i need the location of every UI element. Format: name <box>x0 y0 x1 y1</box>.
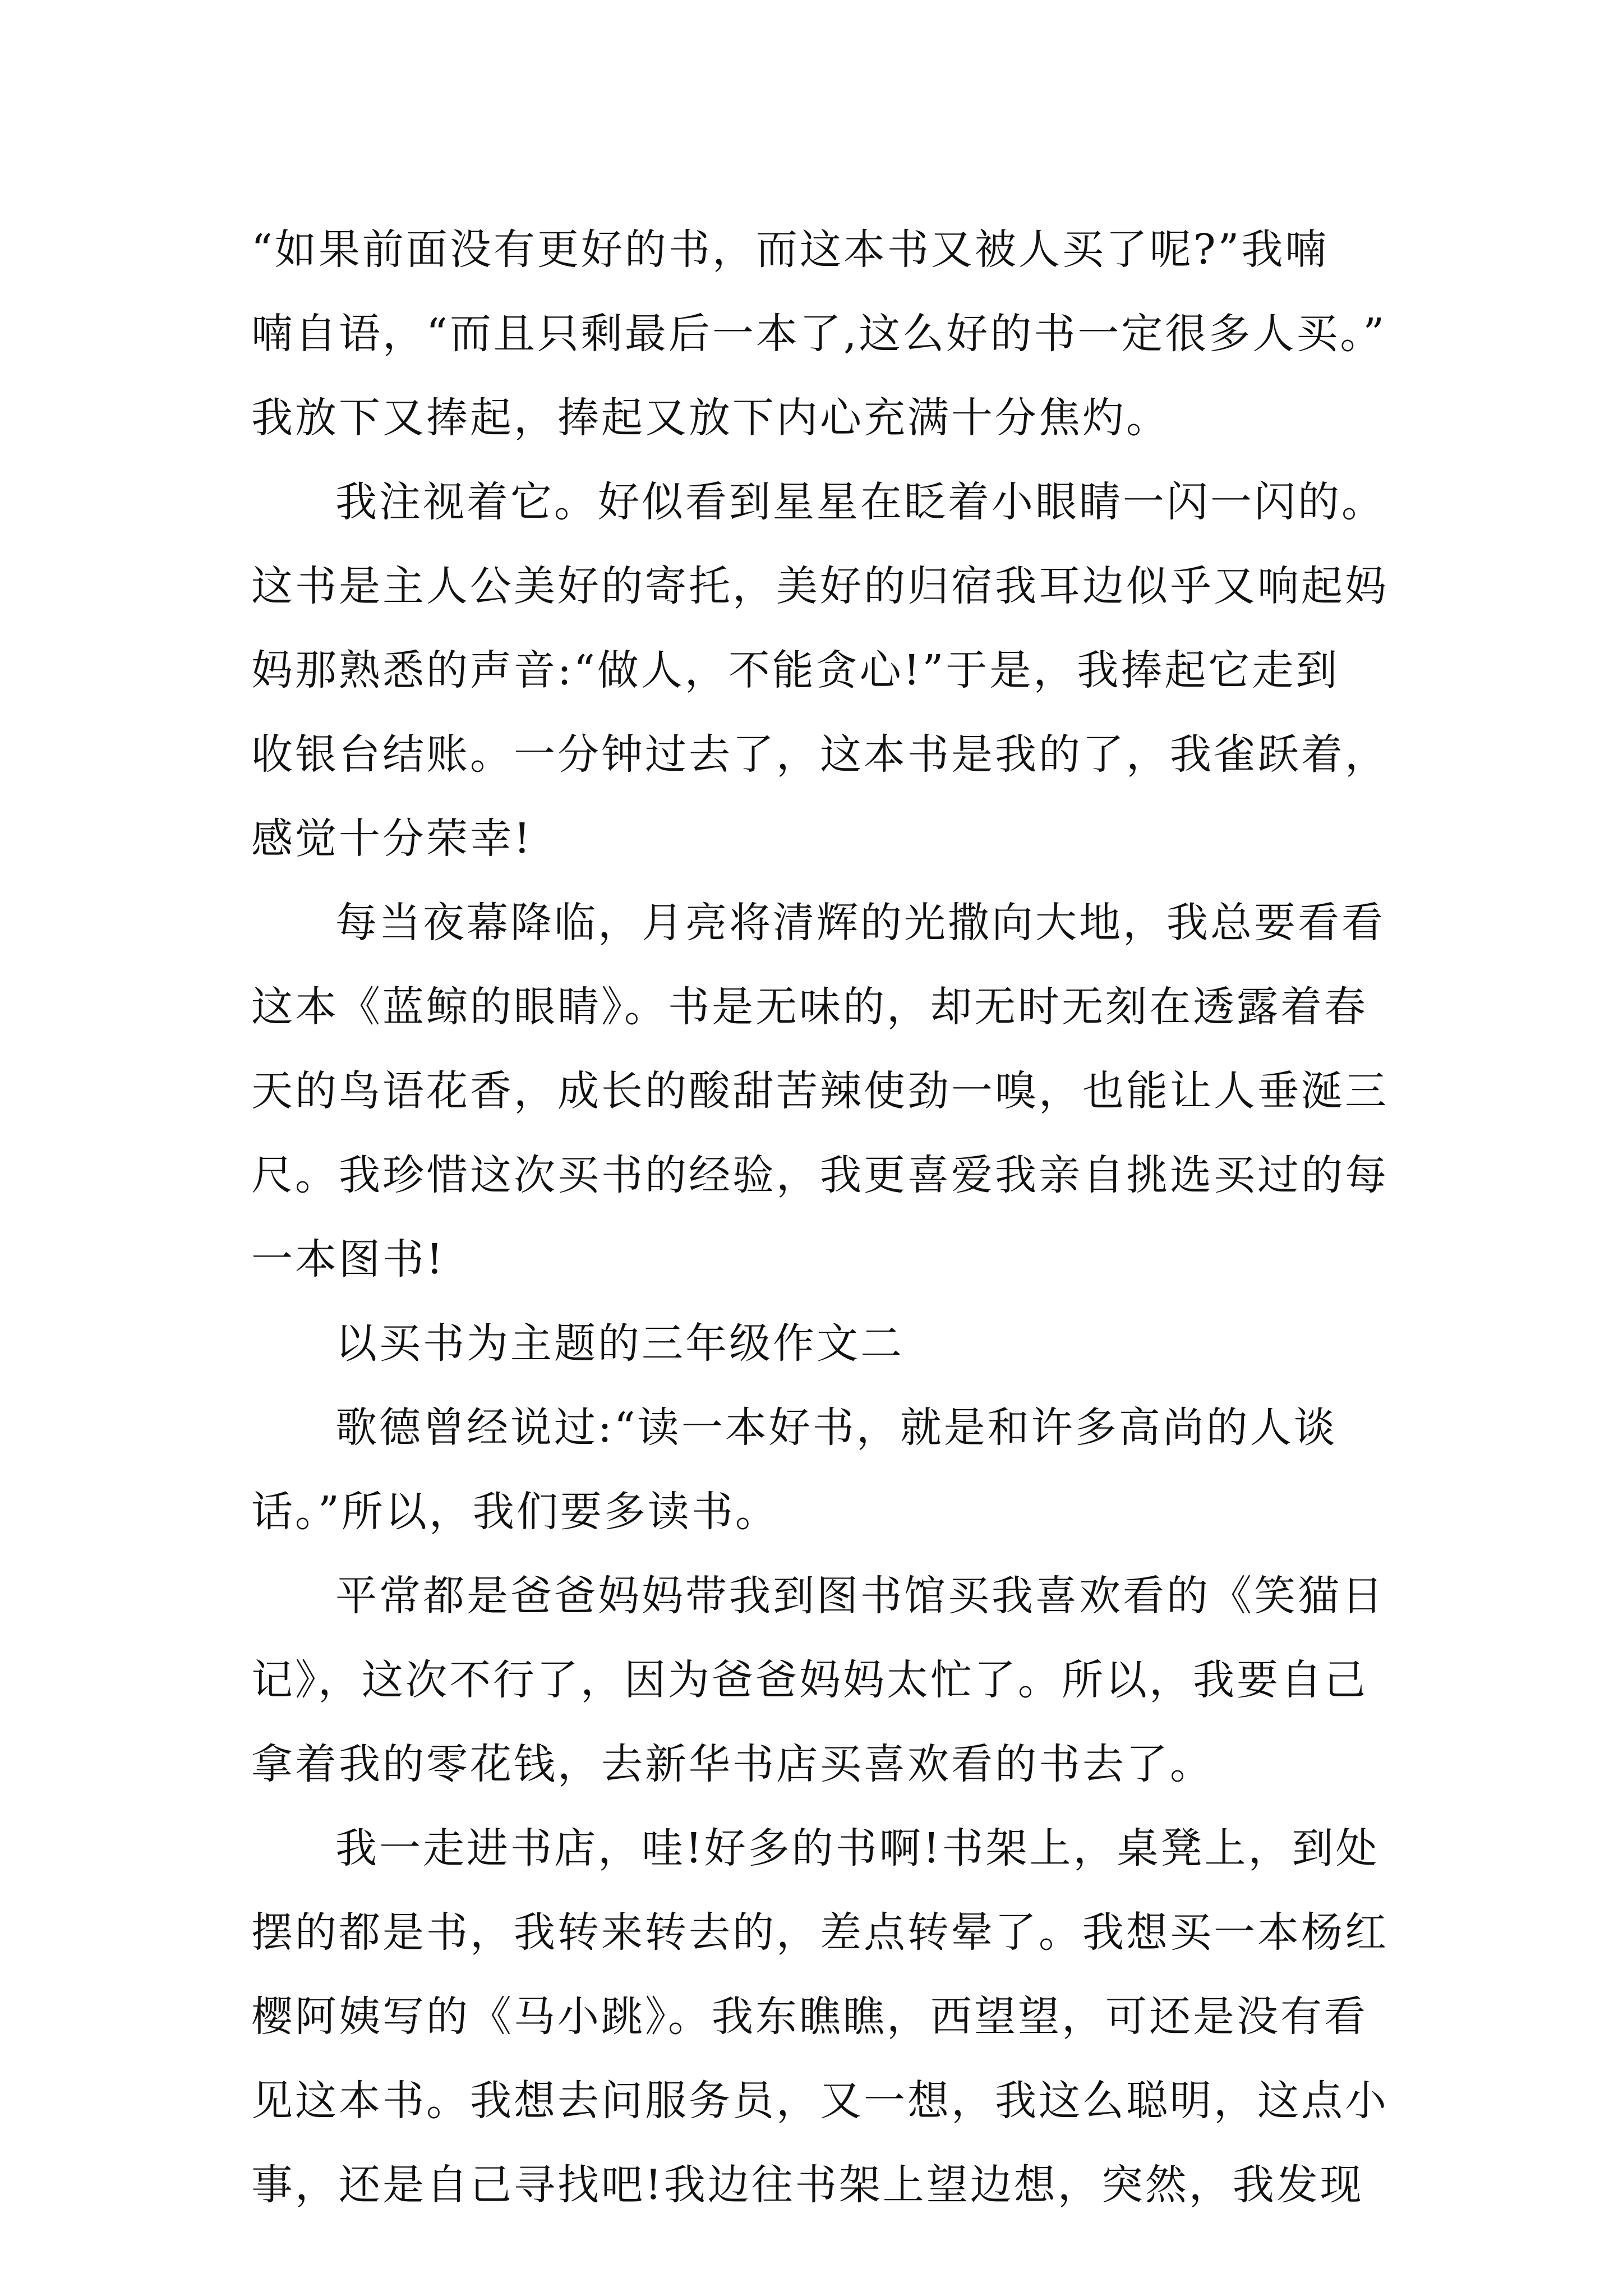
paragraph-first-line: 我一走进书店，哇!好多的书啊!书架上，桌凳上，到处 <box>335 1824 1380 1872</box>
text-line: 事，还是自己寻找吧!我边往书架上望边想，突然，我发现 <box>251 2161 1364 2209</box>
text-line: 我放下又捧起，捧起又放下内心充满十分焦灼。 <box>251 394 1170 442</box>
paragraph-first-line: 我注视着它。好似看到星星在眨着小眼睛一闪一闪的。 <box>335 478 1385 526</box>
text-line: 喃自语，“而且只剩最后一本了,这么好的书一定很多人买。” <box>251 310 1387 358</box>
document-body <box>251 208 1429 2227</box>
paragraph-first-line: 歌德曾经说过:“读一本好书，就是和许多高尚的人谈 <box>335 1404 1338 1452</box>
text-line: 拿着我的零花钱，去新华书店买喜欢看的书去了。 <box>251 1740 1214 1788</box>
text-line: 一本图书! <box>251 1235 445 1283</box>
paragraph-first-line: 平常都是爸爸妈妈带我到图书馆买我喜欢看的《笑猫日 <box>335 1572 1385 1620</box>
text-line: 妈那熟悉的声音:“做人，不能贪心!”于是，我捧起它走到 <box>251 646 1340 694</box>
text-line: 这书是主人公美好的寄托，美好的归宿我耳边似乎又响起妈 <box>251 562 1389 610</box>
text-line: 樱阿姨写的《马小跳》。我东瞧瞧，西望望，可还是没有看 <box>251 1993 1368 2041</box>
section-heading: 以买书为主题的三年级作文二 <box>335 1319 904 1368</box>
text-line: 见这本书。我想去问服务员，又一想，我这么聪明，这点小 <box>251 2077 1389 2125</box>
paragraph-first-line: 每当夜幕降临，月亮将清辉的光撒向大地，我总要看看 <box>335 899 1385 947</box>
text-line: 收银台结账。一分钟过去了，这本书是我的了，我雀跃着， <box>251 730 1389 779</box>
text-line: 摆的都是书，我转来转去的，差点转晕了。我想买一本杨红 <box>251 1908 1389 1957</box>
text-line: 这本《蓝鲸的眼睛》。书是无味的，却无时无刻在透露着春 <box>251 983 1368 1031</box>
text-line: 尺。我珍惜这次买书的经验，我更喜爱我亲自挑选买过的每 <box>251 1151 1389 1199</box>
text-line: 记》，这次不行了，因为爸爸妈妈太忙了。所以，我要自己 <box>251 1656 1368 1704</box>
text-line: 感觉十分荣幸! <box>251 815 533 863</box>
text-line: 天的鸟语花香，成长的酸甜苦辣使劲一嗅，也能让人垂涎三 <box>251 1067 1389 1115</box>
text-line: 话。”所以，我们要多读书。 <box>251 1488 779 1536</box>
text-line: “如果前面没有更好的书，而这本书又被人买了呢?”我喃 <box>251 226 1329 274</box>
